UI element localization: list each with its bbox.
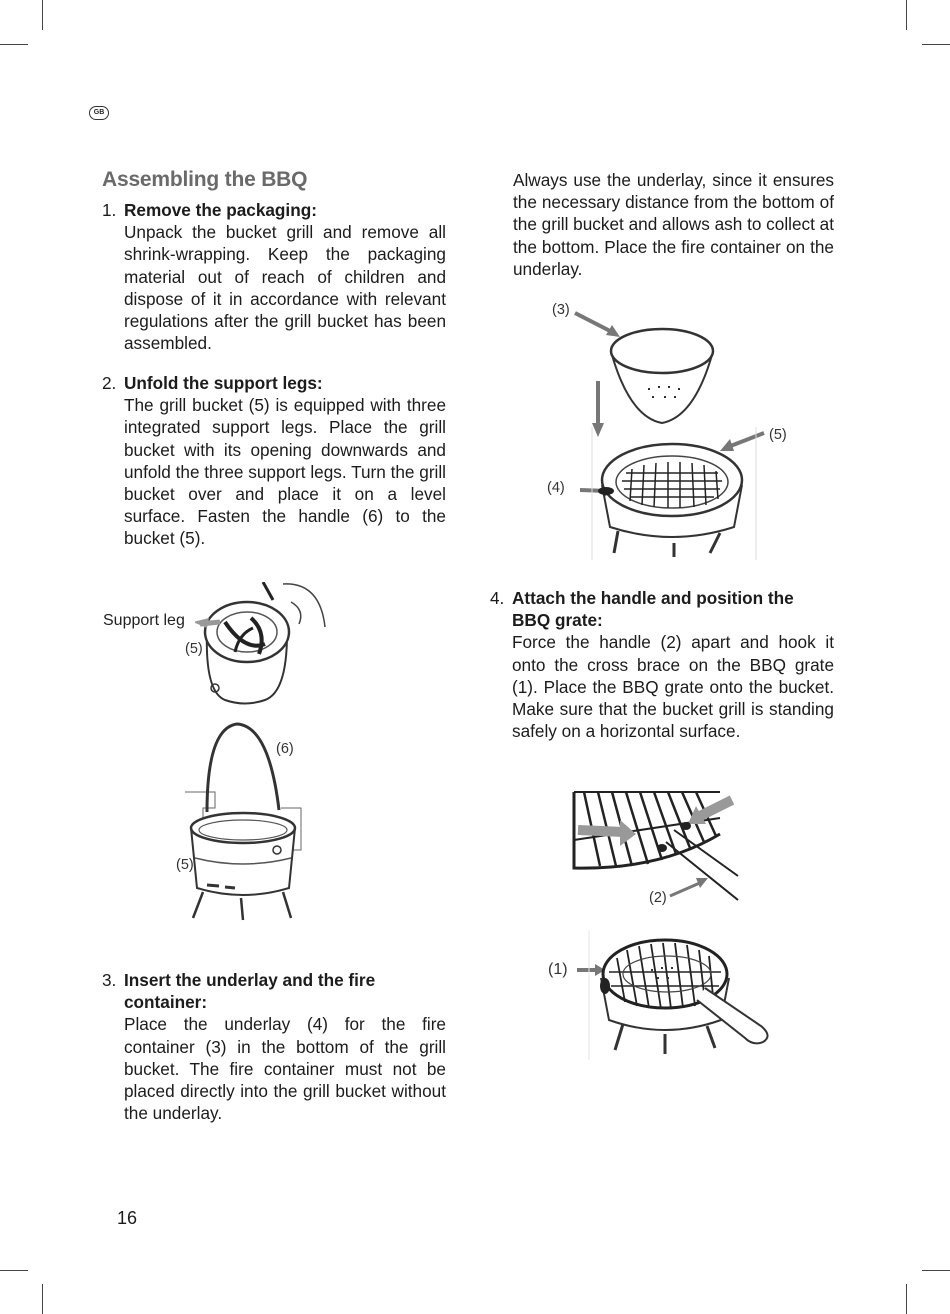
step-1	[102, 199, 446, 354]
step-number: 4.	[490, 588, 505, 608]
step-title: Insert the underlay and the fire container:	[124, 970, 376, 1013]
support-leg-label: Support leg	[103, 612, 185, 629]
bucket-label: (5)	[769, 427, 787, 443]
crop-mark	[42, 1284, 43, 1314]
section-title: Assembling the BBQ	[102, 168, 308, 191]
step-3	[102, 969, 446, 1124]
step-2	[102, 372, 446, 550]
step-4	[490, 587, 834, 742]
handle-illustration	[185, 720, 305, 925]
country-badge: GB	[89, 106, 109, 120]
crop-mark	[922, 1270, 950, 1271]
crop-mark	[0, 44, 28, 45]
page-number: 16	[117, 1208, 138, 1228]
step-text: Force the handle (2) apart and hook it onto the cross brace on the BBQ grate (1). Place the BBQ grate onto the bucket. Make sure that the bucket grill is standing safely on a horizontal surface.	[512, 632, 834, 742]
handle-label: (2)	[649, 890, 667, 906]
crop-mark	[906, 1284, 907, 1314]
grate-detail-illustration	[570, 788, 742, 903]
handle-label: (6)	[276, 741, 294, 757]
step-title: Remove the packaging:	[124, 200, 317, 220]
fire-container-illustration	[570, 305, 775, 565]
underlay-label: (4)	[547, 480, 565, 496]
fire-container-label: (3)	[552, 302, 570, 318]
step-number: 3.	[102, 970, 117, 990]
step-title: Unfold the support legs:	[124, 373, 323, 393]
step-number: 2.	[102, 373, 117, 393]
bucket-label: (5)	[185, 641, 203, 657]
step-title: Attach the handle and position the BBQ grate:	[512, 588, 794, 631]
crop-mark	[0, 1270, 28, 1271]
step-text: The grill bucket (5) is equipped with three integrated support legs. Place the grill bucket with its opening downwards and unfold the three support legs. Turn the grill bucket over and place it on a level surface. Fasten the handle (6) to the bucket (5).	[124, 395, 446, 549]
grate-label: (1)	[548, 961, 568, 978]
crop-mark	[42, 0, 43, 30]
grate-assembled-illustration	[575, 930, 775, 1062]
bucket-label: (5)	[176, 857, 194, 873]
continuation-paragraph: Always use the underlay, since it ensures the necessary distance from the bottom of the grill bucket and allows ash to collect at the bottom. Place the fire container on the underlay.	[513, 170, 835, 279]
support-legs-illustration	[195, 582, 330, 707]
step-text: Place the underlay (4) for the fire container (3) in the bottom of the grill bucket. The fire container must not be placed directly into the grill bucket without the underlay.	[124, 1014, 446, 1124]
step-text: Unpack the bucket grill and remove all shrink-wrapping. Keep the packaging material out of reach of children and dispose of it in accordance with relevant regulations after the grill bucket has been assembled.	[124, 222, 446, 354]
step-number: 1.	[102, 200, 117, 220]
crop-mark	[906, 0, 907, 30]
crop-mark	[922, 44, 950, 45]
